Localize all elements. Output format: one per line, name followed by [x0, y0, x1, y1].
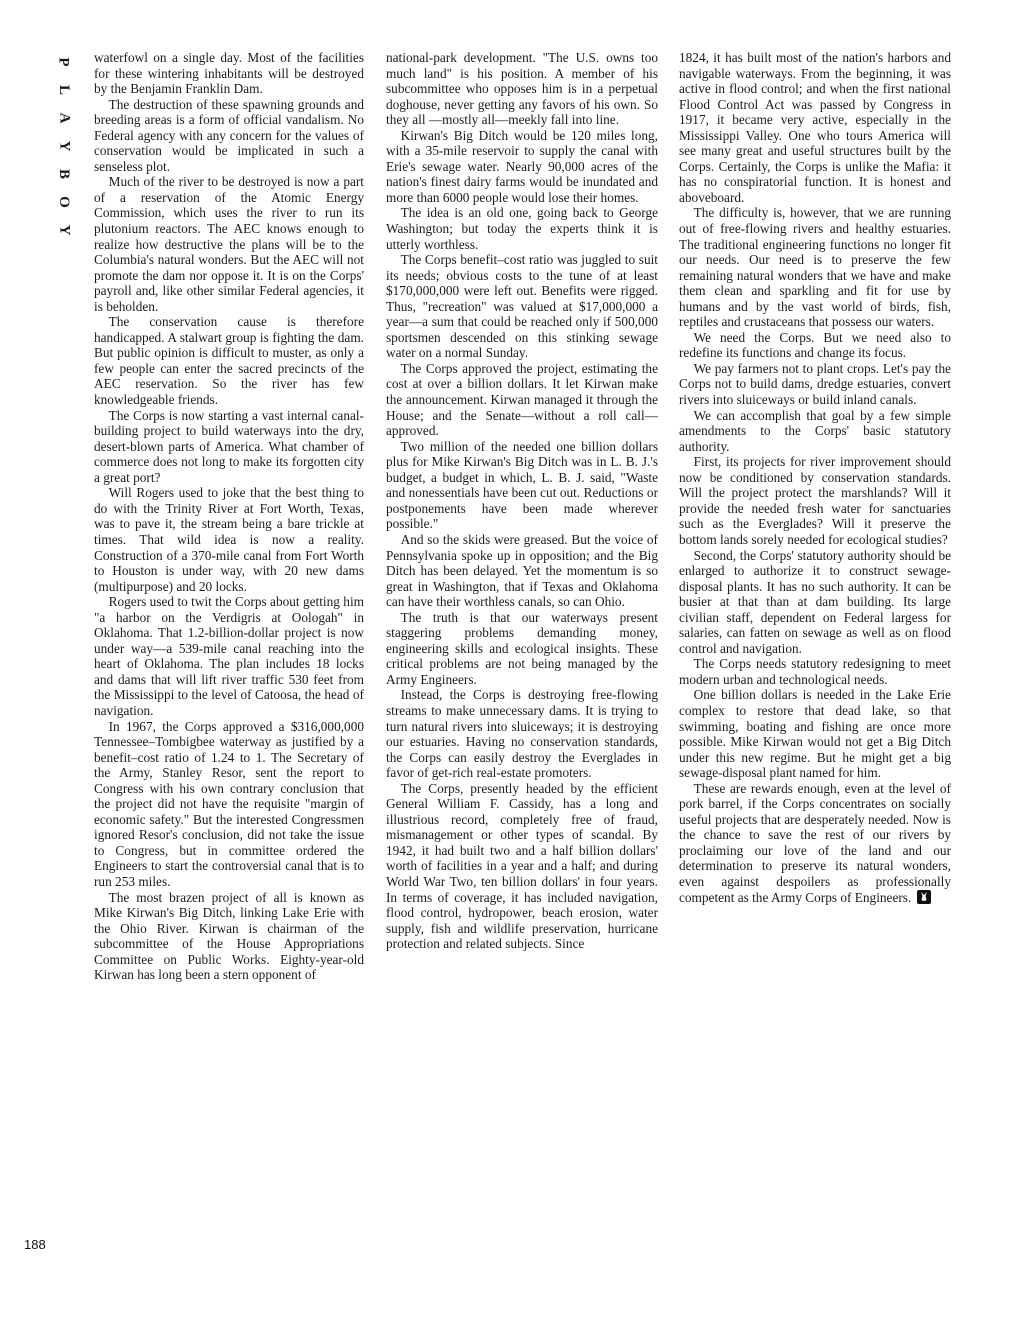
paragraph [679, 548, 951, 657]
paragraph-text: We pay farmers not to plant crops. Let's pay the Corps not to build dams, dredge estuaries, convert rivers into sluiceways or build inland canals. [679, 360, 951, 408]
paragraph [94, 408, 364, 486]
paragraph-text: Two million of the needed one billion dollars plus for Mike Kirwan's Big Ditch was in L. B. J.'s budget, a budget in which, L. B. J. said, "Waste and nonessentials have been cut out. Reductions or postponements have been made wherever possible." [386, 438, 658, 532]
magazine-letter: Y [56, 140, 72, 152]
paragraph [679, 408, 951, 455]
paragraph [679, 361, 951, 408]
paragraph [94, 174, 364, 314]
paragraph-text: The idea is an old one, going back to George Washington; but today the experts think it is utterly worthless. [386, 205, 658, 252]
magazine-letter: A [56, 112, 72, 124]
paragraph [94, 50, 364, 97]
magazine-letter: O [55, 196, 72, 208]
paragraph-text: waterfowl on a single day. Most of the facilities for these wintering inhabitants will be destroyed by the Benjamin Franklin Dam. [94, 50, 364, 97]
paragraph [386, 361, 658, 439]
paragraph-text: First, its projects for river improvement should now be conditioned by conservation standards. Will the project protect the marshlands? Will it provide the needed fresh water for sanctuaries such as the Everglades? Will it preserve the bottom lands sorely needed for ecological studies? [679, 454, 951, 547]
text-column-3 [679, 50, 951, 905]
paragraph-text: The Corps benefit–cost ratio was juggled to suit its needs; obvious costs to the tune of at least $170,000,000 were left out. Benefits were rigged. Thus, "recreation" was valued at $17,000,000 a year—a sum that could be reached only if 500,000 sportsmen descended on this stinking sewage water on a normal Sunday. [386, 252, 658, 361]
paragraph-text: We need the Corps. But we need also to redefine its functions and change its focus. [679, 329, 951, 361]
magazine-name [44, 48, 84, 244]
paragraph [386, 439, 658, 532]
paragraph [679, 781, 951, 905]
paragraph [386, 687, 658, 780]
paragraph-text: Kirwan's Big Ditch would be 120 miles long, with a 35-mile reservoir to supply the canal with Erie's sewage water. Nearly 90,000 acres of the nation's finest dairy farms would be inundated and more than 6000 people would lose their homes. [386, 127, 658, 205]
paragraph [679, 454, 951, 547]
paragraph-text: The Corps approved the project, estimating the cost at over a billion dollars. It let Kirwan make the announcement. Kirwan managed it through the House; and the Senate—without a roll call—approved. [386, 360, 658, 439]
paragraph-text: The Corps needs statutory redesigning to meet modern urban and technological needs. [679, 656, 951, 687]
paragraph-text: The truth is that our waterways present staggering problems demanding money, engineering skills and ecological insights. These critical problems are not being managed by the Army Engineers. [386, 609, 658, 687]
page-number: 188 [24, 1237, 46, 1252]
paragraph [94, 97, 364, 175]
paragraph-text: The most brazen project of all is known as Mike Kirwan's Big Ditch, linking Lake Erie with the Ohio River. Kirwan is chairman of the subcommittee of the House Appropriations Committee on Public Works. Eighty-year-old Kirwan has long been a stern opponent of [94, 889, 364, 983]
paragraph-text: We can accomplish that goal by a few simple amendments to the Corps' basic statutory authority. [679, 407, 951, 454]
paragraph [94, 485, 364, 594]
paragraph [679, 205, 951, 329]
paragraph [94, 594, 364, 718]
paragraph [386, 50, 658, 128]
magazine-letter: Y [56, 224, 72, 236]
paragraph-text: Will Rogers used to joke that the best thing to do with the Trinity River at Fort Worth, Texas, was to pave it, the stream being a bare trickle at times. That wild idea is now a reality. Construction of a 370-mile canal from Fort Worth to Houston is under way, with 20 new dams (multipurpose) and 20 locks. [94, 485, 364, 594]
paragraph-text: The conservation cause is therefore handicapped. A stalwart group is fighting the dam. But public opinion is difficult to muster, as only a few people can enter the sacred precincts of the AEC reservation. So the river has few knowledgeable friends. [94, 314, 364, 408]
paragraph [386, 781, 658, 952]
paragraph [679, 330, 951, 361]
text-column-1 [94, 50, 364, 983]
paragraph [679, 50, 951, 205]
paragraph-text: In 1967, the Corps approved a $316,000,000 Tennessee–Tombigbee waterway as justified by a benefit–cost ratio of 1.24 to 1. The Secretary of the Army, Stanley Resor, sent the report to Congress with his own contrary conclusion that the project did not have the requisite "margin of economic safety." But the interested Congressmen ignored Resor's conclusion, did not take the issue to Congress, but in committee ordered the Engineers to start the controversial canal that is to run 253 miles. [94, 718, 364, 889]
paragraph [386, 532, 658, 610]
paragraph-text: The destruction of these spawning grounds and breeding areas is a form of official vandalism. No Federal agency with any concern for the values of conservation would be implicated in such a senseless plot. [94, 96, 364, 174]
paragraph-text: One billion dollars is needed in the Lake Erie complex to restore that dead lake, so that swimming, boating and fishing are once more possible. Mike Kirwan would not get a Big Ditch under this new regime. But he might get a big sewage-disposal plant named for him. [679, 687, 951, 781]
paragraph-text: The difficulty is, however, that we are running out of free-flowing rivers and healthy estuaries. The traditional engineering functions no longer fit our needs. Our need is to preserve the few remaining natural wonders that we have and make them clean and sparkling and fit for use by humans and by the vast world of birds, fish, reptiles and crustaceans that possess our waters. [679, 205, 951, 330]
magazine-letter: B [55, 168, 72, 180]
paragraph-text: The Corps is now starting a vast internal canal-building project to build waterways into the dry, desert-blown parts of America. What chamber of commerce does not long to make its forgotten city a great port? [94, 407, 364, 485]
magazine-letter: L [55, 84, 72, 96]
paragraph-text: These are rewards enough, even at the level of pork barrel, if the Corps concentrates on socially useful projects that are desperately needed. Now is the chance to save the rest of our rivers by proclaiming our love of the land and our determination to preserve its natural wonders, even against despoilers as professionally competent as the Army Corps of Engineers. [679, 780, 951, 905]
rabbit-head-icon [917, 890, 931, 904]
paragraph [94, 890, 364, 983]
paragraph-text: national-park development. "The U.S. owns too much land" is his position. A member of his subcommittee who opposes him is in a perpetual doghouse, never getting any favors of his own. So they all —mostly all—meekly fall into line. [386, 50, 658, 128]
paragraph [94, 314, 364, 407]
paragraph-text: Second, the Corps' statutory authority should be enlarged to authorize it to construct sewage-disposal plants. It has no such authority. It can be busier at that than at dam building. Its large civilian staff, dependent on Federal largess for salaries, can fatten on sewage as well as on flood control and navigation. [679, 547, 951, 656]
magazine-letter: P [55, 57, 72, 67]
paragraph-text: The Corps, presently headed by the efficient General William F. Cassidy, has a long and illustrious record, completely free of fraud, mismanagement or other types of scandal. By 1942, it had built two and a half billion dollars' worth of facilities in a year and a half; and during World War Two, ten billion dollars' in four years. In terms of coverage, it has included navigation, flood control, hydropower, beach erosion, water supply, fish and wildlife preservation, hurricane protection and related subjects. Since [386, 780, 658, 952]
paragraph [94, 719, 364, 890]
paragraph [386, 610, 658, 688]
text-column-2 [386, 50, 658, 952]
paragraph-text: 1824, it has built most of the nation's harbors and navigable waterways. From the beginning, it was active in flood control; and when the first national Flood Control Act was passed by Congress in 1917, it became very active, especially in the Mississippi Valley. One who tours America will see many great and useful structures built by the Corps. Certainly, the Corps is unlike the Mafia: it has no conspiratorial function. It is honest and aboveboard. [679, 50, 951, 205]
paragraph-text: Instead, the Corps is destroying free-flowing streams to make unnecessary dams. It is trying to turn natural rivers into sluiceways; it is destroying our estuaries. Having no conservation standards, the Corps can easily destroy the Everglades in favor of get-rich real-estate promoters. [386, 687, 658, 781]
paragraph-text: Much of the river to be destroyed is now a part of a reservation of the Atomic Energy Commission, which uses the river to run its plutonium reactors. The AEC knows enough to realize how destructive the plans will be to the Columbia's natural wonders. But the AEC will not promote the dam nor oppose it. It is on the Corps' payroll and, like other similar Federal agencies, it is beholden. [94, 174, 364, 314]
paragraph [386, 252, 658, 361]
paragraph [679, 687, 951, 780]
paragraph [386, 205, 658, 252]
paragraph-text: Rogers used to twit the Corps about getting him "a harbor on the Verdigris at Oologah" in Oklahoma. That 1.2-billion-dollar project is now under way—a 539-mile canal reaching into the heart of Oklahoma. The plan includes 18 locks and dams that will lift river traffic 530 feet from the Mississippi to the level of Catoosa, the head of navigation. [94, 594, 364, 718]
paragraph [386, 128, 658, 206]
paragraph [679, 656, 951, 687]
paragraph-text: And so the skids were greased. But the voice of Pennsylvania spoke up in opposition; and the Big Ditch has been delayed. Yet the momentum is so great in Washington, that if Texas and Oklahoma can have their worthless canals, so can Ohio. [386, 531, 658, 610]
